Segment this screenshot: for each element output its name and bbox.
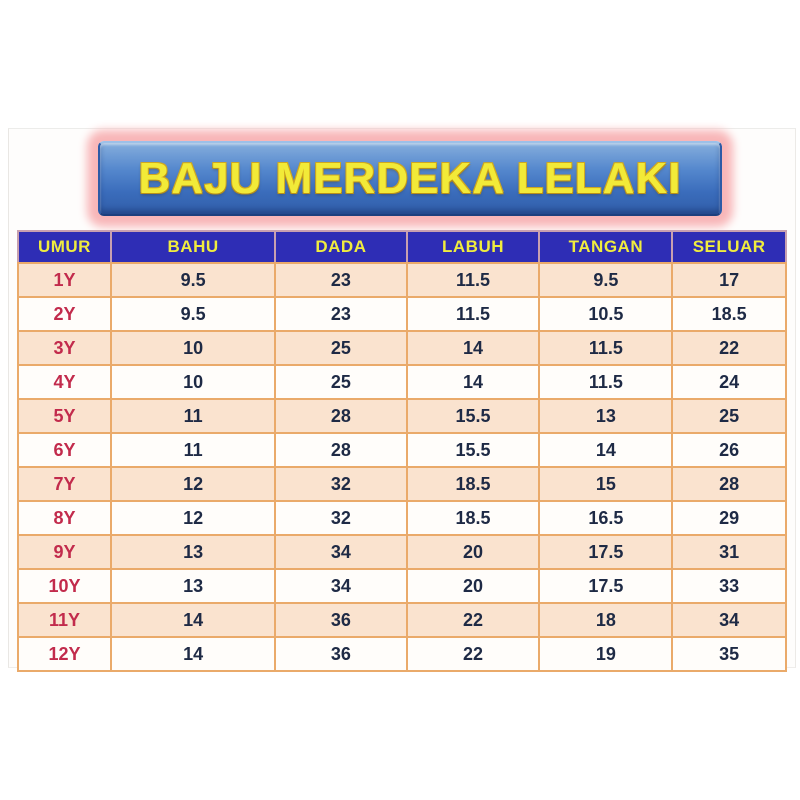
value-cell: 18 (539, 603, 672, 637)
value-cell: 10 (111, 331, 275, 365)
age-cell: 7Y (18, 467, 111, 501)
value-cell: 13 (111, 569, 275, 603)
value-cell: 13 (111, 535, 275, 569)
value-cell: 18.5 (672, 297, 786, 331)
value-cell: 9.5 (539, 263, 672, 297)
value-cell: 9.5 (111, 297, 275, 331)
value-cell: 12 (111, 501, 275, 535)
value-cell: 13 (539, 399, 672, 433)
value-cell: 28 (672, 467, 786, 501)
value-cell: 15 (539, 467, 672, 501)
age-cell: 4Y (18, 365, 111, 399)
size-table-body (18, 263, 786, 671)
value-cell: 12 (111, 467, 275, 501)
col-header-dada: DADA (275, 231, 406, 263)
value-cell: 11.5 (539, 331, 672, 365)
value-cell: 17.5 (539, 535, 672, 569)
header-row (18, 231, 786, 263)
value-cell: 20 (407, 535, 540, 569)
value-cell: 35 (672, 637, 786, 671)
table-row (18, 331, 786, 365)
col-header-tangan: TANGAN (539, 231, 672, 263)
value-cell: 11.5 (407, 263, 540, 297)
value-cell: 17 (672, 263, 786, 297)
age-cell: 9Y (18, 535, 111, 569)
value-cell: 26 (672, 433, 786, 467)
value-cell: 14 (111, 603, 275, 637)
age-cell: 6Y (18, 433, 111, 467)
age-cell: 11Y (18, 603, 111, 637)
age-cell: 2Y (18, 297, 111, 331)
age-cell: 10Y (18, 569, 111, 603)
value-cell: 14 (407, 331, 540, 365)
value-cell: 36 (275, 603, 406, 637)
value-cell: 9.5 (111, 263, 275, 297)
value-cell: 32 (275, 501, 406, 535)
value-cell: 25 (672, 399, 786, 433)
value-cell: 22 (672, 331, 786, 365)
value-cell: 18.5 (407, 501, 540, 535)
table-row (18, 433, 786, 467)
value-cell: 29 (672, 501, 786, 535)
value-cell: 19 (539, 637, 672, 671)
table-row (18, 297, 786, 331)
age-cell: 8Y (18, 501, 111, 535)
size-table (17, 230, 787, 672)
value-cell: 20 (407, 569, 540, 603)
table-row (18, 365, 786, 399)
value-cell: 11 (111, 399, 275, 433)
value-cell: 34 (275, 569, 406, 603)
age-cell: 5Y (18, 399, 111, 433)
value-cell: 18.5 (407, 467, 540, 501)
value-cell: 15.5 (407, 399, 540, 433)
value-cell: 15.5 (407, 433, 540, 467)
table-row (18, 637, 786, 671)
value-cell: 11 (111, 433, 275, 467)
value-cell: 14 (539, 433, 672, 467)
table-row (18, 263, 786, 297)
table-row (18, 501, 786, 535)
col-header-seluar: SELUAR (672, 231, 786, 263)
value-cell: 28 (275, 399, 406, 433)
value-cell: 34 (672, 603, 786, 637)
page-title: BAJU MERDEKA LELAKI (138, 153, 682, 203)
value-cell: 24 (672, 365, 786, 399)
value-cell: 22 (407, 603, 540, 637)
table-row (18, 569, 786, 603)
value-cell: 10.5 (539, 297, 672, 331)
value-cell: 28 (275, 433, 406, 467)
age-cell: 1Y (18, 263, 111, 297)
value-cell: 34 (275, 535, 406, 569)
table-row (18, 535, 786, 569)
value-cell: 23 (275, 297, 406, 331)
col-header-umur: UMUR (18, 231, 111, 263)
value-cell: 10 (111, 365, 275, 399)
value-cell: 23 (275, 263, 406, 297)
value-cell: 17.5 (539, 569, 672, 603)
table-row (18, 399, 786, 433)
title-banner (98, 141, 722, 216)
value-cell: 31 (672, 535, 786, 569)
value-cell: 11.5 (539, 365, 672, 399)
value-cell: 14 (111, 637, 275, 671)
value-cell: 16.5 (539, 501, 672, 535)
value-cell: 11.5 (407, 297, 540, 331)
age-cell: 12Y (18, 637, 111, 671)
table-row (18, 603, 786, 637)
value-cell: 36 (275, 637, 406, 671)
value-cell: 33 (672, 569, 786, 603)
table-row (18, 467, 786, 501)
value-cell: 25 (275, 331, 406, 365)
value-cell: 14 (407, 365, 540, 399)
col-header-labuh: LABUH (407, 231, 540, 263)
value-cell: 22 (407, 637, 540, 671)
value-cell: 32 (275, 467, 406, 501)
age-cell: 3Y (18, 331, 111, 365)
col-header-bahu: BAHU (111, 231, 275, 263)
value-cell: 25 (275, 365, 406, 399)
